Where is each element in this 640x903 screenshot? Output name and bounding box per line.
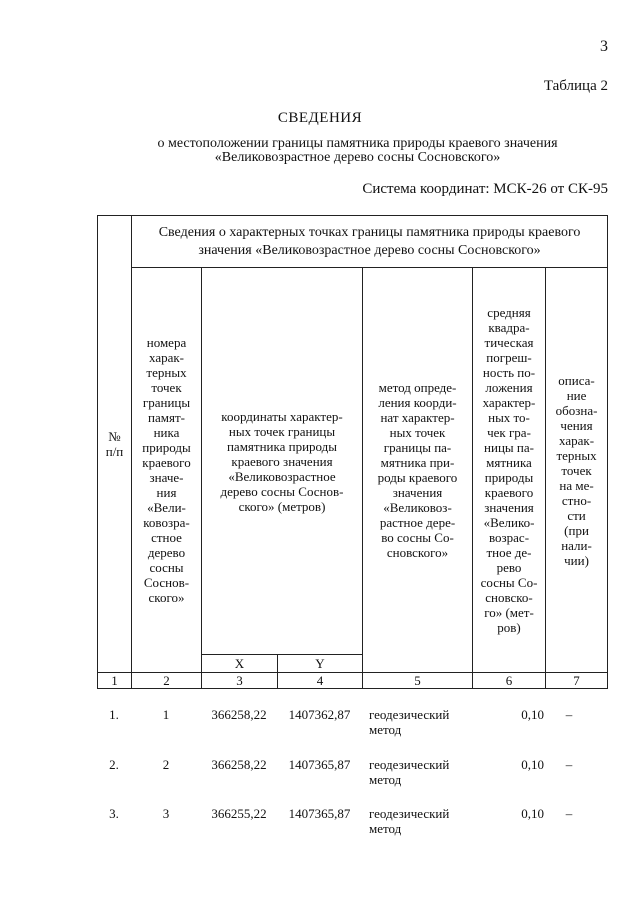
header-description: описа- ние обозна- чения харак- терных точек на ме- стно- сти (при нали- чии) — [546, 268, 608, 673]
description: – — [565, 806, 573, 821]
header-error: средняя квадра- тическая погреш- ность по- ложения характер- ных то- чек гра- ницы па- мятника природы краевого значения «Велико- возрас- тное де- рево сосны Со- сновско- го» (мет- ров) — [473, 268, 546, 673]
index-cell: 3 — [202, 673, 278, 689]
header-coordinates: координаты характер- ных точек границы памятника природы краевого значения «Великовозрастное дерево сосны Соснов- ского» (метров) — [202, 268, 363, 655]
coord-x: 366258,22 — [211, 707, 267, 722]
header-y: Y — [278, 655, 363, 673]
point-number: 3 — [162, 806, 170, 821]
index-cell: 5 — [363, 673, 473, 689]
coord-y: 1407365,87 — [288, 757, 351, 772]
header-group: Сведения о характерных точках границы памятника природы краевого значения «Великовозрастное дерево сосны Сосновского» — [132, 216, 608, 268]
point-number: 1 — [162, 707, 170, 722]
index-cell: 2 — [132, 673, 202, 689]
header-point-numbers: номера харак- терных точек границы памят- ника природы краевого значе- ния «Вели- ковозра- стное дерево сосны Соснов- ского» — [132, 268, 202, 673]
method: геодезический метод — [369, 806, 450, 836]
page-number: 3 — [600, 38, 608, 55]
document-subtitle — [0, 137, 640, 165]
error: 0,10 — [521, 757, 544, 772]
table-row — [97, 757, 607, 797]
row-number: 2. — [109, 757, 119, 772]
index-cell: 7 — [546, 673, 608, 689]
row-number: 1. — [109, 707, 119, 722]
header-x: X — [202, 655, 278, 673]
coord-y: 1407362,87 — [288, 707, 351, 722]
index-cell: 4 — [278, 673, 363, 689]
point-number: 2 — [162, 757, 170, 772]
document-title: СВЕДЕНИЯ — [277, 110, 363, 126]
subtitle-line-2: «Великовозрастное дерево сосны Сосновского» — [214, 150, 501, 165]
method: геодезический метод — [369, 707, 450, 737]
header-row-number: № п/п — [98, 216, 132, 673]
coordinate-system: Система координат: МСК-26 от СК-95 — [362, 181, 608, 197]
error: 0,10 — [521, 707, 544, 722]
row-number: 3. — [109, 806, 119, 821]
description: – — [565, 757, 573, 772]
error: 0,10 — [521, 806, 544, 821]
coord-x: 366258,22 — [211, 757, 267, 772]
coord-y: 1407365,87 — [288, 806, 351, 821]
subtitle-line-1: о местоположении границы памятника природы краевого значения — [157, 136, 558, 151]
table-label: Таблица 2 — [543, 78, 608, 94]
table-row — [97, 707, 607, 747]
table-row — [97, 806, 607, 846]
coord-x: 366255,22 — [211, 806, 267, 821]
index-cell: 6 — [473, 673, 546, 689]
index-cell: 1 — [98, 673, 132, 689]
description: – — [565, 707, 573, 722]
header-method: метод опреде- ления коорди- нат характер- ных точек границы па- мятника при- роды краевого значения «Великовоз- растное дере- во сосны Со- сновского» — [363, 268, 473, 673]
boundary-points-table-header — [97, 215, 608, 689]
method: геодезический метод — [369, 757, 450, 787]
